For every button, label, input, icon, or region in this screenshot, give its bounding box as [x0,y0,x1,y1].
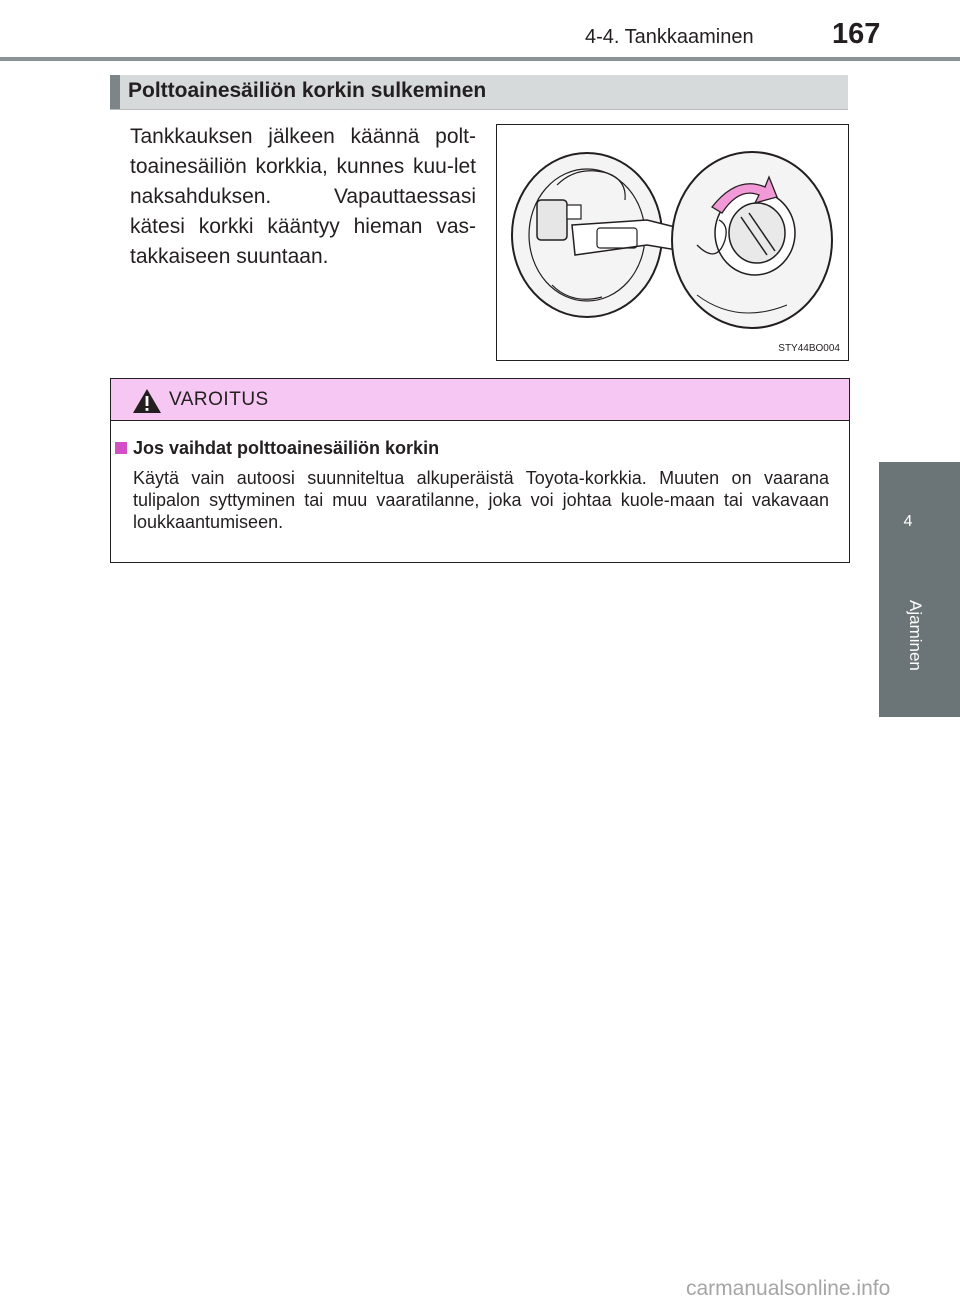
watermark: carmanualsonline.info [686,1277,891,1300]
warning-box [110,378,850,563]
figure-code: STY44BO004 [778,343,840,354]
warning-triangle-icon [132,388,162,414]
bullet-square-icon [115,442,127,454]
chapter-label: Ajaminen [906,600,925,671]
warning-title: VAROITUS [169,389,269,410]
header-rule [0,57,960,61]
chapter-number: 4 [903,513,913,530]
warning-subheading-text: Jos vaihdat polttoainesäiliön korkin [133,438,440,458]
warning-text: Käytä vain autoosi suunniteltua alkuperäistä Toyota-korkkia. Muuten on vaarana tulipalon syttyminen tai muu vaaratilanne, joka voi johtaa kuole-maan tai vakavaan loukkaantumiseen. [133,468,829,532]
section-heading: Polttoainesäiliön korkin sulkeminen [128,79,487,102]
warning-header [111,379,849,421]
instruction-paragraph: Tankkauksen jälkeen käännä polt-toainesäiliön korkkia, kunnes kuu-let naksahduksen. Vapauttaessasi kätesi korkki kääntyy hieman vas-takkaiseen suuntaan. [130,125,476,268]
page-number: 167 [832,18,881,50]
fuel-cap-drawing [497,125,848,360]
warning-subheading [115,438,439,459]
fuel-cap-illustration [496,124,849,361]
section-heading-accent [110,75,120,109]
header-section-title: 4-4. Tankkaaminen [585,26,754,48]
section-heading-bar [110,75,848,110]
